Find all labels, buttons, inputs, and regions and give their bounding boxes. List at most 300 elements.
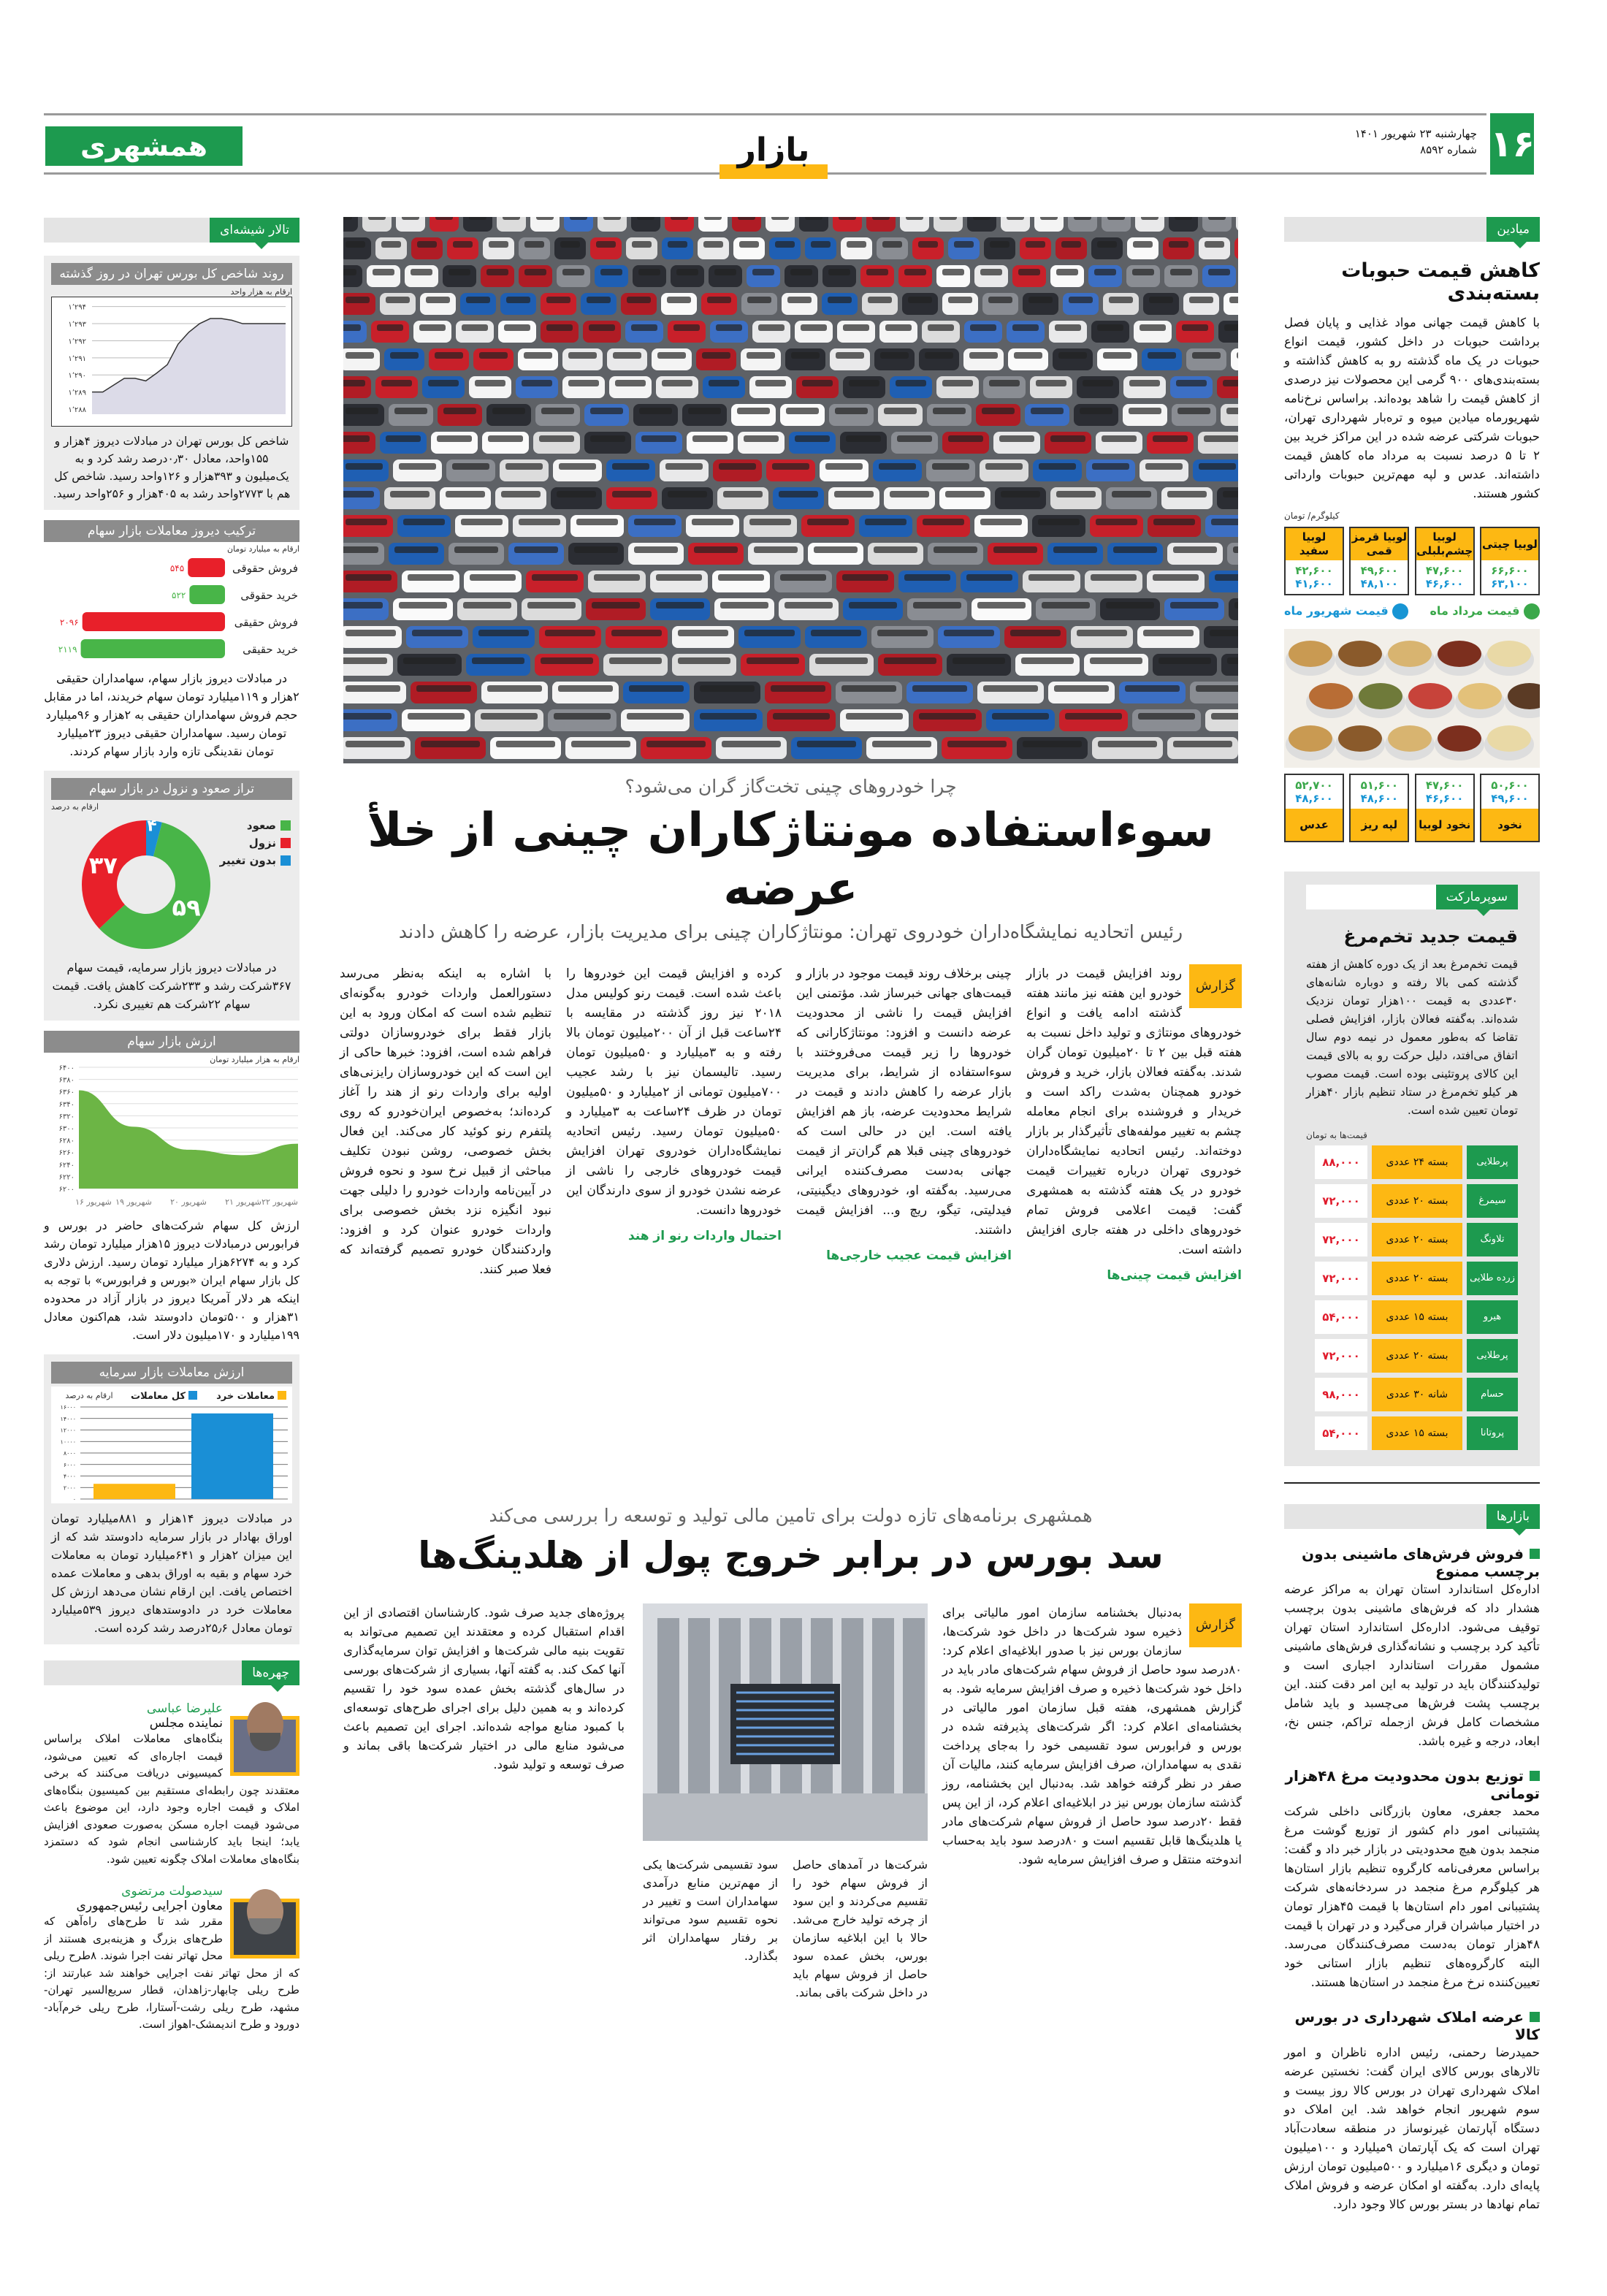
car-window-icon: [519, 519, 560, 525]
car-window-icon: [990, 241, 1009, 248]
car-icon: [928, 543, 983, 565]
car-window-icon: [541, 657, 593, 664]
egg-price: ۷۲,۰۰۰: [1315, 1223, 1367, 1256]
car-icon: [1092, 737, 1163, 759]
car-icon: [836, 571, 894, 592]
slice-value-label: ۴: [147, 817, 157, 836]
article2-column-3: [643, 1856, 778, 1965]
car-icon: [878, 404, 923, 426]
tag-label: چهره‌ها: [242, 1660, 299, 1685]
car-window-icon: [489, 241, 508, 248]
car-icon: [1023, 293, 1058, 315]
car-icon: [779, 598, 839, 620]
card-item-name: نخود لوبیا: [1416, 809, 1473, 841]
car-icon: [1221, 404, 1238, 426]
car-icon: [983, 376, 1026, 398]
car-window-icon: [948, 435, 983, 442]
car-window-icon: [637, 217, 654, 220]
car-icon: [785, 348, 825, 370]
article2-headline[interactable]: سد بورس در برابر خروج پول از هلدینگ‌ها: [418, 1534, 1164, 1576]
car-icon: [672, 626, 734, 648]
car-window-icon: [454, 546, 498, 553]
car-window-icon: [1074, 217, 1091, 220]
car-window-icon: [612, 463, 649, 470]
news-item: [1284, 2008, 1540, 2214]
egg-price-row: [1306, 1223, 1518, 1256]
news-body: حمیدرضا رحمنی، رئیس اداره ناظران و امور تالارهای بورس کالای ایران گفت: نخستین عرضه املاک شهرداری تهران در بورس کالا روز بیست و سوم شهریور انجام خواهد شد. این املاک دو دستگاه آپارتمان غیرنوساز در منطقه سعادت‌آباد تهران است که یک آپارتمان ۹میلیارد و ۱۰۰میلیون تومان و دیگری ۱۶میلیارد و ۵۰۰میلیون تومان ارزش پایه‌ای دارد. به‌گفته او امکان عرضه و فروش املاک تمام نهادها در بستر بورس کالا وجود دارد.: [1284, 2045, 1541, 2211]
car-icon: [633, 404, 678, 426]
car-window-icon: [700, 713, 757, 720]
car-window-icon: [718, 574, 764, 581]
market-value-area: [79, 1091, 298, 1189]
car-icon: [809, 654, 874, 676]
car-icon: [1088, 265, 1122, 287]
car-window-icon: [346, 685, 400, 692]
car-window-icon: [1012, 324, 1039, 331]
car-icon: [843, 376, 885, 398]
card-item-name: لوبیا قرمز قمی: [1351, 528, 1408, 560]
car-window-icon: [758, 324, 785, 331]
car-icon: [633, 265, 666, 287]
car-icon: [782, 293, 817, 315]
car-icon: [1036, 598, 1096, 620]
legume-pile-icon: [1408, 683, 1452, 709]
car-icon: [874, 348, 915, 370]
car-window-icon: [1159, 657, 1211, 664]
car-window-icon: [399, 463, 436, 470]
car-icon: [1032, 515, 1085, 537]
car-window-icon: [1107, 217, 1125, 220]
car-icon: [1221, 654, 1238, 676]
car-icon: [1227, 543, 1238, 565]
card-item-name: لوبیا چیتی: [1481, 528, 1538, 560]
legend-swatch-icon: [280, 855, 291, 866]
car-window-icon: [1042, 602, 1090, 609]
car-window-icon: [416, 685, 471, 692]
car-icon: [796, 376, 839, 398]
stock-board-icon: [730, 1684, 840, 1764]
car-window-icon: [554, 713, 611, 720]
car-icon: [694, 709, 763, 731]
car-window-icon: [811, 241, 831, 248]
y-tick-label: ۶۲۸۰: [58, 1137, 75, 1145]
building-column-icon: [688, 1618, 710, 1793]
car-window-icon: [631, 324, 657, 331]
paragraph: روند افزایش قیمت در بازار خودرو این هفته نیز مانند هفته گذشته ادامه یافت و انواع خودروهای مونتاژی و تولید داخل نسبت به هفته قبل بین ۲ تا ۲۰میلیون تومان گران شدند. به‌گفته فعالان بازار، خرید و فروش خودرو همچنان به‌شدت راکد است و خریدار و فروشنده برای انجام معامله چشم به تغییر مولفه‌های تأثیرگذار بر بازار دوخته‌اند. رئیس اتحادیه نمایشگاه‌داران خودروی تهران درباره تغییرات قیمت خودرو در یک هفته گذشته به همشهری گفت: قیمت اعلامی فروش تمام خودروهای داخلی در هفته جاری افزایش داشته است.: [1026, 966, 1242, 1257]
car-icon: [581, 293, 617, 315]
car-icon: [562, 376, 605, 398]
report-label: گزارش: [1189, 964, 1242, 1008]
car-icon: [1050, 265, 1084, 287]
car-window-icon: [1138, 713, 1195, 720]
stock-exchange-building-photo[interactable]: [643, 1603, 928, 1841]
car-window-icon: [1031, 408, 1064, 414]
car-icon: [1127, 237, 1159, 259]
car-window-icon: [932, 463, 969, 470]
news-title: عرضه املاک شهرداری در بورس کالا: [1284, 2008, 1540, 2043]
car-window-icon: [435, 217, 453, 220]
y-tick-label: ۶۴۰۰: [58, 1064, 75, 1072]
article-column-4: [340, 964, 551, 1280]
price-august: ۴۲,۶۰۰: [1295, 564, 1333, 577]
car-window-icon: [795, 435, 830, 442]
car-icon: [701, 293, 737, 315]
x-tick-label: ۲۱ شهریور: [225, 1197, 262, 1207]
car-window-icon: [568, 352, 597, 359]
car-window-icon: [1141, 217, 1159, 220]
car-icon: [820, 459, 869, 481]
car-window-icon: [953, 657, 1005, 664]
car-window-icon: [948, 297, 972, 303]
article-column-3: [566, 964, 782, 1246]
mix-chart-title: ترکیب دیروز معاملات بازار سهام: [44, 520, 299, 542]
right-column: [1284, 217, 1540, 2214]
price-september: ۴۸,۶۰۰: [1360, 792, 1399, 805]
car-icon: [411, 682, 477, 703]
car-icon: [562, 348, 603, 370]
car-window-icon: [590, 408, 623, 414]
person-1-quote: بنگاه‌های معاملات املاک براساس قیمت اجاره‌ای که تعیین می‌شود، کمیسیونی دریافت می‌کنند که برخی معتقدند چون رابطه‌ای مستقیم بین کمیسیون بنگاه‌های املاک و قیمت اجاره وجود دارد، این موضوع باعث می‌شود قیمت اجاره مسکن به‌صورت صعودی افزایش یابد؛ اینجا باید کارشناسی انجام شود که دستمزد بنگاه‌های معاملات املاک چگونه تعیین شود.: [44, 1732, 299, 1866]
car-icon: [713, 459, 762, 481]
car-icon: [498, 321, 536, 343]
car-window-icon: [596, 241, 616, 248]
meyadin-unit: کیلوگرم/ تومان: [1284, 511, 1340, 521]
y-tick-label: ۱٬۲۹۲: [68, 337, 86, 346]
car-window-icon: [536, 217, 554, 220]
legend-label: کل معاملات: [131, 1391, 186, 1402]
car-window-icon: [1113, 546, 1157, 553]
car-window-icon: [771, 217, 789, 220]
car-window-icon: [662, 380, 692, 386]
card-values: [1286, 775, 1343, 809]
price-august: ۴۷,۶۰۰: [1425, 779, 1464, 792]
car-icon: [526, 571, 584, 592]
car-window-icon: [836, 352, 864, 359]
car-window-icon: [1132, 269, 1154, 275]
person-photo-2: [230, 1899, 299, 1959]
person-role: نماینده مجلس: [149, 1716, 223, 1731]
car-window-icon: [1199, 463, 1236, 470]
egg-pack: بسته ۱۵ عددی: [1372, 1300, 1462, 1334]
car-icon: [780, 404, 825, 426]
car-icon: [1209, 571, 1238, 592]
legume-pile-icon: [1289, 641, 1332, 667]
car-icon: [988, 543, 1043, 565]
tag-label: میادین: [1486, 217, 1540, 242]
car-icon: [466, 654, 530, 676]
car-icon: [1033, 459, 1082, 481]
car-icon: [384, 487, 435, 509]
car-window-icon: [896, 380, 926, 386]
egg-pack: بسته ۲۰ عددی: [1372, 1223, 1462, 1256]
car-window-icon: [989, 380, 1020, 386]
car-window-icon: [814, 546, 858, 553]
price-september: ۴۸,۶۰۰: [1295, 792, 1333, 805]
main-headline[interactable]: سوءاستفاده مونتاژکاران چینی از خلأ عرضه: [367, 804, 1214, 916]
car-icon: [609, 376, 652, 398]
car-window-icon: [747, 297, 771, 303]
car-icon: [662, 487, 713, 509]
car-window-icon: [882, 241, 902, 248]
car-window-icon: [1125, 685, 1180, 692]
car-window-icon: [1133, 241, 1153, 248]
car-window-icon: [1092, 463, 1129, 470]
car-window-icon: [546, 324, 573, 331]
car-window-icon: [849, 380, 879, 386]
car-window-icon: [985, 463, 1023, 470]
car-window-icon: [1050, 435, 1085, 442]
car-window-icon: [1208, 269, 1230, 275]
car-icon: [455, 515, 508, 537]
bar-0: [93, 1484, 175, 1499]
car-icon: [841, 237, 872, 259]
car-icon: [457, 598, 517, 620]
car-icon: [948, 237, 980, 259]
car-window-icon: [897, 435, 932, 442]
car-icon: [712, 571, 770, 592]
section-tag-faces: [44, 1660, 299, 1685]
car-window-icon: [1167, 491, 1207, 497]
car-window-icon: [443, 408, 476, 414]
egg-price: ۸۸,۰۰۰: [1315, 1145, 1367, 1179]
car-icon: [688, 543, 744, 565]
car-icon: [1148, 515, 1201, 537]
car-window-icon: [1055, 324, 1081, 331]
car-icon: [926, 459, 975, 481]
car-icon: [1048, 682, 1115, 703]
car-icon: [583, 321, 621, 343]
car-window-icon: [1143, 630, 1194, 636]
car-window-icon: [884, 657, 936, 664]
car-window-icon: [969, 352, 998, 359]
car-icon: [879, 321, 917, 343]
car-icon: [621, 709, 690, 731]
car-window-icon: [1211, 713, 1238, 720]
car-icon: [446, 459, 495, 481]
car-icon: [343, 348, 380, 370]
car-window-icon: [939, 217, 957, 220]
legend-aug: قیمت مرداد ماه: [1429, 603, 1520, 618]
car-icon: [402, 571, 459, 592]
article2-column-4: [343, 1603, 625, 1774]
car-window-icon: [839, 217, 856, 220]
car-window-icon: [790, 269, 812, 275]
parked-chinese-cars-photo[interactable]: [343, 217, 1238, 763]
car-icon: [1163, 237, 1194, 259]
car-icon: [765, 682, 831, 703]
bar-1: [189, 585, 225, 604]
car-icon: [469, 376, 511, 398]
y-tick-label: ۶۳۴۰: [58, 1100, 75, 1109]
legume-pile-icon: [1388, 725, 1432, 752]
car-window-icon: [918, 241, 938, 248]
car-window-icon: [394, 546, 438, 553]
car-icon: [1096, 432, 1142, 454]
car-icon: [873, 459, 922, 481]
car-icon: [584, 432, 631, 454]
mix-chart-unit: ارقام به میلیارد تومان: [226, 544, 299, 554]
car-icon: [698, 237, 729, 259]
car-icon: [976, 404, 1020, 426]
floor: [643, 1793, 928, 1841]
car-window-icon: [694, 546, 738, 553]
donut-chart-unit: ارقام به درصد: [51, 802, 99, 812]
legend-swatch-icon: [188, 1391, 197, 1400]
car-icon: [1126, 265, 1160, 287]
car-icon: [500, 293, 536, 315]
car-window-icon: [992, 713, 1049, 720]
car-window-icon: [1210, 630, 1238, 636]
car-icon: [662, 237, 693, 259]
car-window-icon: [828, 269, 850, 275]
car-window-icon: [609, 657, 662, 664]
car-icon: [791, 737, 862, 759]
y-tick-label: ۱٬۲۹۴: [68, 303, 86, 312]
car-window-icon: [872, 217, 890, 220]
car-window-icon: [779, 491, 818, 497]
car-icon: [343, 459, 389, 481]
car-icon: [650, 598, 710, 620]
car-window-icon: [1229, 297, 1238, 303]
car-icon: [891, 432, 938, 454]
car-window-icon: [700, 685, 755, 692]
value-label: ۵۴۵: [169, 563, 185, 573]
car-window-icon: [492, 408, 525, 414]
car-icon: [963, 348, 1004, 370]
value-chart-unit: ارقام به هزار میلیارد تومان: [210, 1055, 299, 1064]
car-window-icon: [904, 269, 926, 275]
egg-brand: پرطلایی: [1467, 1339, 1518, 1373]
car-window-icon: [973, 217, 990, 220]
slice-value-label: ۵۹: [172, 893, 201, 922]
car-icon: [769, 237, 801, 259]
car-window-icon: [603, 217, 621, 220]
price-september: ۴۱,۶۰۰: [1295, 577, 1333, 590]
car-window-icon: [634, 519, 676, 525]
car-icon: [1183, 293, 1219, 315]
egg-price-row: [1306, 1339, 1518, 1373]
car-window-icon: [906, 217, 923, 220]
paragraph: کرده و افزایش قیمت این خودروها را باعث شده است. قیمت رنو کولیس مدل ۲۰۱۸ نیز روز گذشته در مقایسه با ۲۴ساعت قبل از آن ۲۰۰میلیون تومان بالا رفته و به ۳میلیارد و ۵۰میلیون تومان رسید. تالیسمان نیز با رشد عجیب ۷۰۰میلیون تومانی از ۲میلیارد و ۵۰میلیون تومان در ظرف ۲۴ساعت به ۳میلیارد و ۵۰میلیون تومان رسید. رئیس اتحادیه نمایشگاه‌داران خودروی تهران افزایش قیمت خودروهای خارجی را ناشی از عرضه نشدن خودرو از سوی دارندگان این خودروها دانست.: [566, 966, 782, 1218]
car-icon: [343, 598, 389, 620]
car-window-icon: [678, 630, 728, 636]
category-label: خرید حقوقی: [240, 589, 298, 602]
car-icon: [995, 487, 1046, 509]
car-window-icon: [1153, 435, 1188, 442]
trades-chart-box: [44, 1354, 299, 1644]
car-window-icon: [872, 741, 931, 747]
car-icon: [380, 432, 427, 454]
egg-price: ۵۴,۰۰۰: [1315, 1416, 1367, 1450]
car-window-icon: [343, 435, 370, 442]
car-icon: [661, 293, 697, 315]
donut-caption: در مبادلات دیروز بازار سرمایه، قیمت سهام ۳۶۷شرکت رشد و ۲۳۳شرکت کاهش یافت. قیمت سهام ۲۲شرکت هم تغییری نکرد.: [52, 961, 291, 1011]
car-icon: [741, 654, 805, 676]
car-window-icon: [1170, 602, 1218, 609]
car-icon: [710, 321, 748, 343]
car-window-icon: [908, 297, 932, 303]
legend-label: صعود: [246, 819, 276, 832]
egg-pack: شانه ۳۰ عددی: [1372, 1378, 1462, 1411]
car-window-icon: [912, 685, 967, 692]
car-icon: [1193, 459, 1238, 481]
car-icon: [671, 265, 704, 287]
car-window-icon: [1208, 217, 1226, 220]
y-tick-label: ۶۲۴۰: [58, 1161, 75, 1170]
egg-price-row: [1306, 1184, 1518, 1218]
car-icon: [1123, 404, 1167, 426]
car-icon: [513, 515, 566, 537]
car-window-icon: [506, 297, 530, 303]
y-tick-label: ۱٬۲۹۰: [68, 372, 86, 381]
car-window-icon: [942, 269, 964, 275]
car-icon: [431, 432, 478, 454]
legume-pile-icon: [1309, 683, 1353, 709]
card-values: [1351, 775, 1408, 809]
car-window-icon: [1176, 380, 1207, 386]
building-column-icon: [903, 1618, 925, 1793]
car-icon: [1164, 598, 1224, 620]
car-window-icon: [755, 380, 786, 386]
car-icon: [1231, 348, 1238, 370]
car-window-icon: [847, 241, 866, 248]
car-icon: [606, 487, 657, 509]
price-card: [1349, 774, 1409, 842]
car-window-icon: [928, 324, 954, 331]
car-icon: [448, 543, 504, 565]
legend-sep: قیمت شهریور ماه: [1284, 603, 1389, 618]
egg-price: ۹۸,۰۰۰: [1315, 1378, 1367, 1411]
car-icon: [590, 237, 622, 259]
newspaper-logo[interactable]: همشهری: [45, 126, 243, 166]
y-tick-label: ۴۰۰۰: [63, 1473, 76, 1480]
car-icon: [947, 654, 1011, 676]
car-window-icon: [592, 602, 640, 609]
car-icon: [554, 237, 586, 259]
car-window-icon: [428, 380, 459, 386]
car-window-icon: [797, 741, 856, 747]
car-window-icon: [390, 352, 419, 359]
car-icon: [1100, 598, 1160, 620]
car-window-icon: [1169, 241, 1188, 248]
price-september: ۴۶,۶۰۰: [1425, 577, 1464, 590]
car-icon: [709, 265, 742, 287]
car-window-icon: [744, 630, 795, 636]
car-window-icon: [381, 380, 412, 386]
car-icon: [942, 432, 989, 454]
legume-pile-icon: [1438, 725, 1481, 752]
article-column-2: [796, 964, 1012, 1266]
car-window-icon: [594, 574, 640, 581]
car-icon: [936, 376, 979, 398]
car-icon: [1086, 459, 1135, 481]
car-window-icon: [802, 380, 833, 386]
price-legend: [1284, 601, 1540, 625]
car-icon: [789, 432, 836, 454]
car-window-icon: [505, 463, 543, 470]
section-tag-bazarha: [1284, 1504, 1540, 1529]
car-window-icon: [885, 324, 912, 331]
car-icon: [912, 237, 944, 259]
egg-price-row: [1306, 1300, 1518, 1334]
car-icon: [447, 237, 478, 259]
price-card: [1349, 527, 1409, 595]
car-window-icon: [1098, 741, 1157, 747]
car-window-icon: [574, 546, 618, 553]
car-window-icon: [707, 297, 731, 303]
car-icon: [1167, 737, 1238, 759]
car-window-icon: [945, 491, 985, 497]
